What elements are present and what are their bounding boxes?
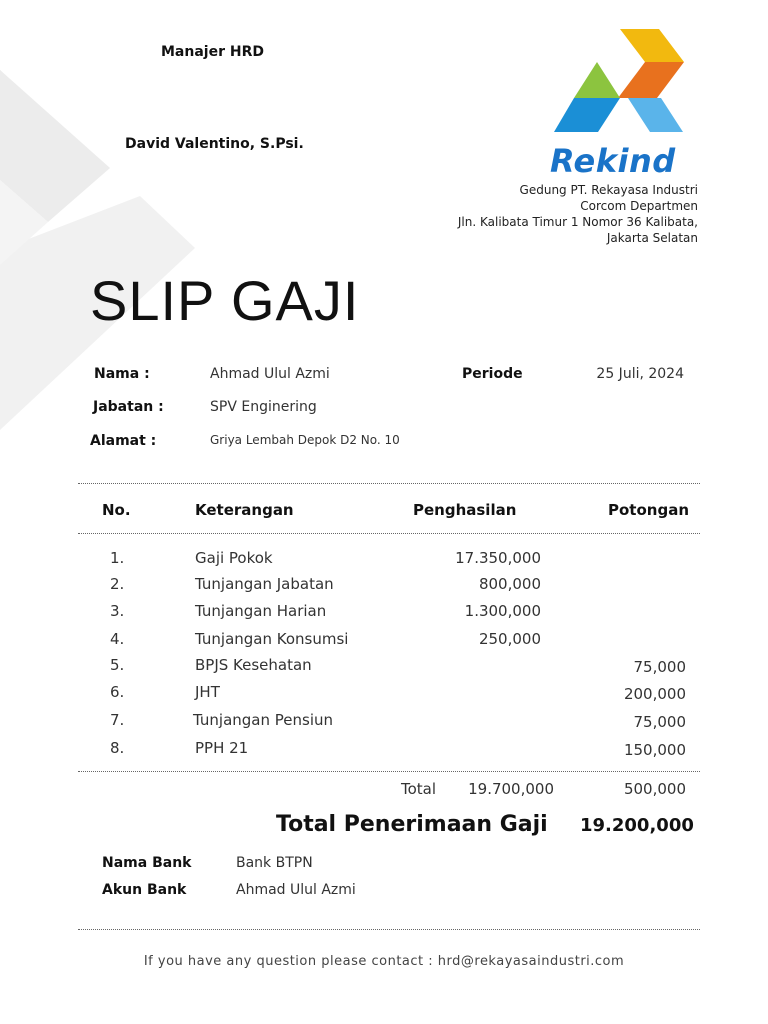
row-number: 3. — [110, 602, 125, 620]
address-line: Gedung PT. Rekayasa Industri — [519, 183, 698, 197]
signatory-title: Manajer HRD — [161, 44, 264, 60]
signatory-name: David Valentino, S.Psi. — [125, 136, 304, 152]
total-deduction: 500,000 — [623, 780, 686, 798]
logo-mark-icon — [548, 26, 698, 146]
row-description: Tunjangan Pensiun — [193, 711, 333, 729]
company-logo-text: Rekind — [550, 142, 676, 180]
row-income: 17.350,000 — [455, 549, 541, 567]
row-deduction: 200,000 — [623, 685, 686, 703]
name-value: Ahmad Ulul Azmi — [210, 366, 330, 382]
bank-name-value: Bank BTPN — [236, 855, 313, 871]
period-label: Periode — [462, 366, 523, 382]
row-number: 5. — [110, 656, 125, 674]
address-line: Jakarta Selatan — [606, 231, 698, 245]
row-description: Tunjangan Jabatan — [195, 575, 334, 593]
divider — [78, 771, 700, 772]
row-deduction: 150,000 — [623, 741, 686, 759]
contact-text: If you have any question please contact : hrd@rekayasaindustri.com — [143, 954, 625, 969]
contact-footer — [0, 954, 768, 969]
address-line: Jln. Kalibata Timur 1 Nomor 36 Kalibata, — [457, 215, 698, 229]
divider — [78, 483, 700, 484]
header-no: No. — [102, 501, 131, 519]
header-description: Keterangan — [195, 501, 294, 519]
address-line: Corcom Departmen — [580, 199, 698, 213]
row-description: Tunjangan Harian — [195, 602, 327, 620]
net-salary-value: 19.200,000 — [580, 815, 694, 836]
name-label: Nama : — [94, 366, 150, 382]
row-description: Tunjangan Konsumsi — [195, 630, 349, 648]
divider — [78, 533, 700, 534]
header-deduction: Potongan — [608, 501, 689, 519]
header-income: Penghasilan — [413, 501, 517, 519]
row-number: 8. — [110, 739, 125, 757]
address-label: Alamat : — [90, 433, 157, 449]
period-value: 25 Juli, 2024 — [596, 366, 684, 382]
bank-account-value: Ahmad Ulul Azmi — [236, 882, 356, 898]
total-label: Total — [401, 780, 437, 798]
row-number: 6. — [110, 683, 125, 701]
row-number: 7. — [110, 711, 125, 729]
position-label: Jabatan : — [93, 399, 164, 415]
divider — [78, 929, 700, 930]
row-income: 1.300,000 — [464, 602, 541, 620]
company-address — [398, 182, 698, 246]
row-description: BPJS Kesehatan — [195, 656, 312, 674]
position-value: SPV Enginering — [210, 399, 317, 415]
row-income: 800,000 — [478, 575, 541, 593]
row-number: 4. — [110, 630, 125, 648]
row-number: 2. — [110, 575, 125, 593]
row-deduction: 75,000 — [633, 713, 686, 731]
bank-account-label: Akun Bank — [102, 882, 187, 898]
row-description: Gaji Pokok — [195, 549, 273, 567]
row-income: 250,000 — [478, 630, 541, 648]
row-description: PPH 21 — [195, 739, 249, 757]
net-salary-label: Total Penerimaan Gaji — [276, 812, 548, 837]
row-number: 1. — [110, 549, 125, 567]
total-income: 19.700,000 — [468, 780, 554, 798]
row-deduction: 75,000 — [633, 658, 686, 676]
document-title: SLIP GAJI — [90, 269, 360, 332]
address-value: Griya Lembah Depok D2 No. 10 — [210, 433, 400, 447]
background-decoration — [0, 0, 260, 460]
row-description: JHT — [195, 683, 220, 701]
bank-name-label: Nama Bank — [102, 855, 192, 871]
